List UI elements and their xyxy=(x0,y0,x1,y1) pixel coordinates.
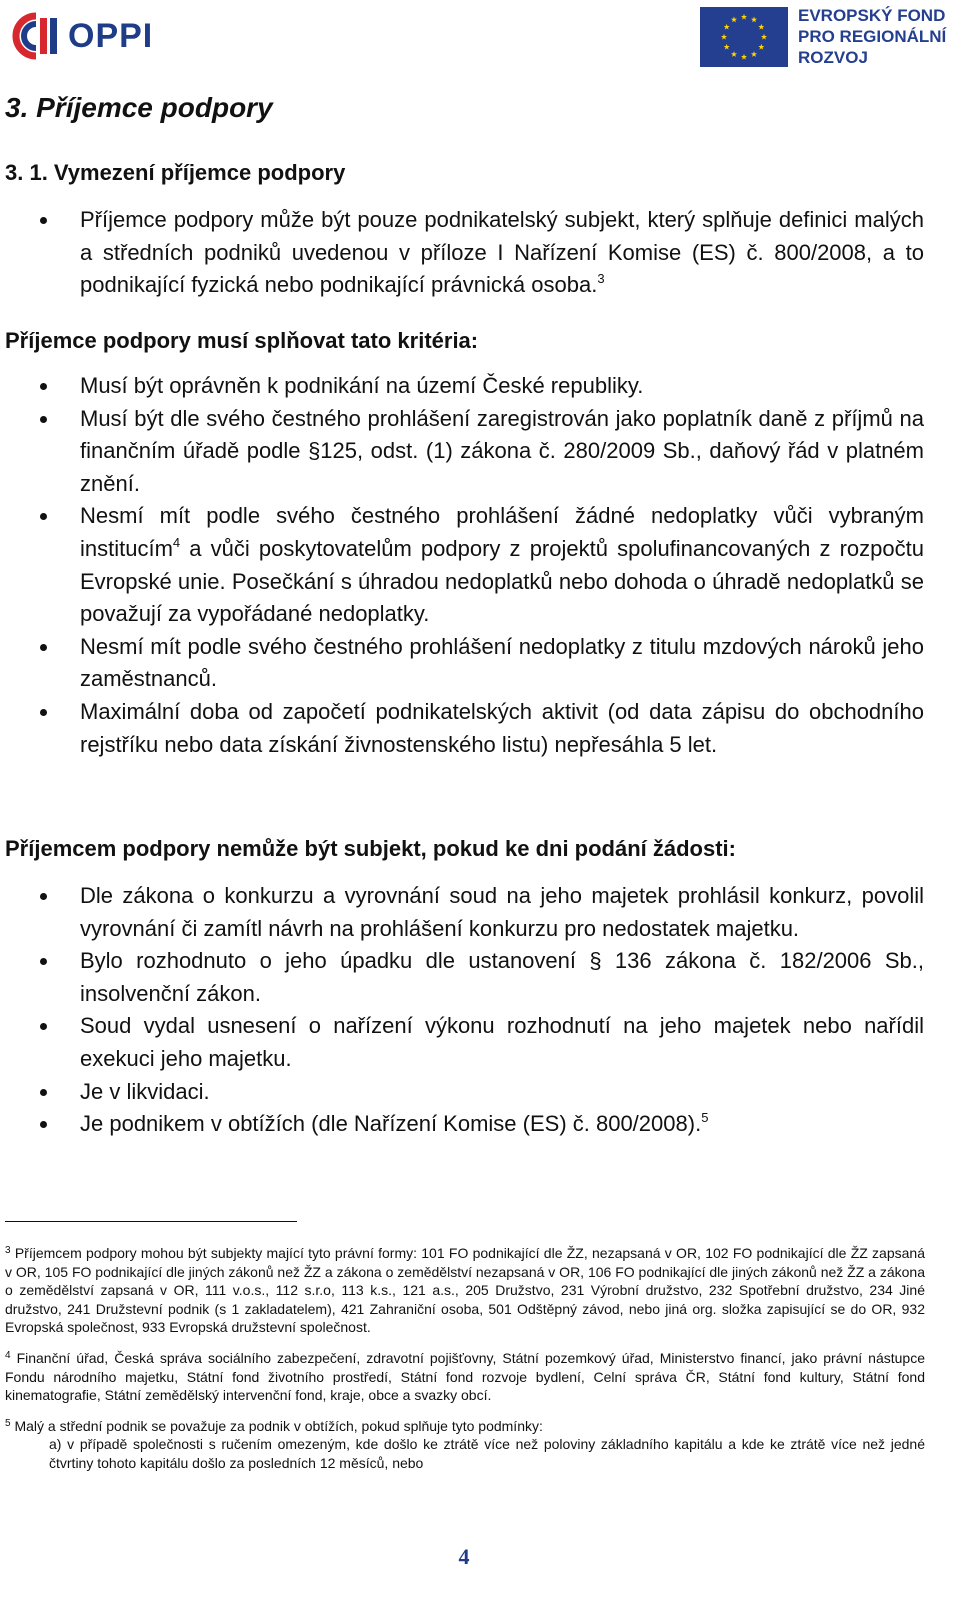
list-item-text: Nesmí mít podle svého čestného prohlášení žádné nedoplatky vůči vybraným institucím xyxy=(80,503,924,561)
footnote-mark: 4 xyxy=(5,1349,11,1361)
footnote-subitem: a) v případě společnosti s ručením omezeným, kde došlo ke ztrátě více než poloviny základního kapitálu a kde ke ztrátě více než jedné čtvrtiny tohoto kapitálu došlo za posledních 12 měsíců, nebo xyxy=(49,1436,925,1471)
footnote-mark: 5 xyxy=(5,1417,11,1429)
oppi-logo-text: OPPI xyxy=(68,16,154,55)
oppi-logo-icon xyxy=(10,10,62,62)
list-item-text: a vůči poskytovatelům podpory z projektů spolufinancovaných z rozpočtu Evropské unie. Posečkání s úhradou nedoplatků nebo dohoda o úhradě nedoplatků se považují za vypořádané nedoplatky. xyxy=(80,535,924,627)
bullet-icon xyxy=(40,1023,47,1030)
list-item-text: Příjemce podpory může být pouze podnikatelský subjekt, který splňuje definici malých a středních podniků uvedenou v příloze I Nařízení Komise (ES) č. 800/2008, a to podnikající fyzická nebo podnikající právnická osoba. xyxy=(80,207,924,298)
eu-fund-line: PRO REGIONÁLNÍ xyxy=(798,27,947,46)
bullet-icon xyxy=(40,709,47,716)
list-item xyxy=(0,1076,960,1109)
footnote-ref: 3 xyxy=(597,271,605,287)
list-item xyxy=(0,945,960,1010)
list-item-text: Soud vydal usnesení o nařízení výkonu rozhodnutí na jeho majetek nebo nařídil exekuci jeho majetku. xyxy=(80,1013,924,1071)
eu-fund-logo xyxy=(700,5,946,68)
subsection-heading: 3. 1. Vymezení příjemce podpory xyxy=(5,160,346,185)
list-item xyxy=(0,1108,960,1141)
oppi-logo xyxy=(10,10,153,62)
section-heading: 3. Příjemce podpory xyxy=(5,92,273,123)
criteria-heading: Příjemce podpory musí splňovat tato kritéria: xyxy=(5,328,479,353)
list-item-text: Bylo rozhodnuto o jeho úpadku dle ustanovení § 136 zákona č. 182/2006 Sb., insolvenční zákon. xyxy=(80,948,924,1006)
footnote-text: Malý a střední podnik se považuje za podnik v obtížích, pokud splňuje tyto podmínky: xyxy=(10,1417,543,1434)
page-header xyxy=(0,0,960,76)
footnote-text: Finanční úřad, Česká správa sociálního zabezpečení, zdravotní pojišťovny, Státní pozemkový úřad, Ministerstvo financí, jako právní nástupce Fondu národního majetku, Státní fond životního prostředí, Státní fond rozvoje bydlení, Celní správa ČR, Státní fond kultury, Státní fond kinematografie, Státní zemědělský intervenční fond, kraje, obce a svazky obcí. xyxy=(5,1349,925,1404)
footnote-separator xyxy=(5,1221,297,1222)
bullet-icon xyxy=(40,416,47,423)
eu-fund-text xyxy=(798,5,946,68)
list-item-text: Je v likvidaci. xyxy=(80,1078,210,1104)
list-item xyxy=(0,880,960,945)
list-item-text: Nesmí mít podle svého čestného prohlášení nedoplatky z titulu mzdových nároků jeho zaměstnanců. xyxy=(80,633,924,692)
page-number: 4 xyxy=(458,1544,470,1569)
footnotes xyxy=(5,1244,925,1473)
list-item-text: Dle zákona o konkurzu a vyrovnání soud na jeho majetek prohlásil konkurz, povolil vyrovnání či zamítl návrh na prohlášení konkurzu pro nedostatek majetku. xyxy=(80,883,924,941)
exclusion-list xyxy=(0,880,960,1141)
list-item xyxy=(0,500,960,630)
eu-flag-icon xyxy=(700,7,788,67)
list-item xyxy=(0,631,960,696)
bullet-icon xyxy=(40,513,47,520)
footnote xyxy=(5,1417,925,1436)
bullet-icon xyxy=(40,217,47,224)
bullet-icon xyxy=(40,893,47,900)
footnote xyxy=(5,1349,925,1405)
bullet-icon xyxy=(40,958,47,965)
bullet-icon xyxy=(40,383,47,390)
bullet-icon xyxy=(40,1121,47,1128)
exclusion-heading: Příjemcem podpory nemůže být subjekt, pokud ke dni podání žádosti: xyxy=(5,836,736,861)
footnote-ref: 5 xyxy=(701,1110,709,1126)
list-item-text: Je podnikem v obtížích (dle Nařízení Komise (ES) č. 800/2008). xyxy=(80,1111,702,1137)
list-item xyxy=(0,204,960,302)
eu-fund-line: EVROPSKÝ FOND xyxy=(798,6,946,25)
list-item xyxy=(0,696,960,761)
footnote xyxy=(5,1244,925,1337)
list-item xyxy=(0,1010,960,1075)
list-item-text: Musí být dle svého čestného prohlášení zaregistrován jako poplatník daně z příjmů na finančním úřadě podle §125, odst. (1) zákona č. 280/2009 Sb., daňový řád v platném znění. xyxy=(80,405,924,496)
criteria-list xyxy=(0,370,960,761)
eu-fund-line: ROZVOJ xyxy=(798,48,868,67)
footnote-text: Příjemcem podpory mohou být subjekty mající tyto právní formy: 101 FO podnikající dle ŽZ, nezapsaná v OR, 102 FO podnikající dle ŽZ zapsaná v OR, 105 FO podnikající dle jiných zákonů než ŽZ a zákona o zemědělství nezapsaná v OR, 106 FO podnikající dle jiných zákonů než ŽZ a zákona o zemědělství zapsaná v OR, 111 v.o.s., 112 s.r.o, 113 k.s., 121 a.s., 205 Družstvo, 231 Výrobní družstvo, 232 Spotřební družstvo, 234 Jiné družstvo, 241 Družstevní podnik (s 1 zakladatelem), 421 Zahraniční osoba, 501 Odštěpný závod, nebo jiná org. složka zapisující se do OR, 932 Evropská společnost, 933 Evropská družstevní společnost. xyxy=(5,1245,925,1336)
bullet-icon xyxy=(40,644,47,651)
bullet-icon xyxy=(40,1089,47,1096)
footnote-mark: 3 xyxy=(5,1245,11,1256)
list-item xyxy=(0,403,960,501)
footnote-ref: 4 xyxy=(172,534,181,550)
list-item xyxy=(0,370,960,403)
list-item-text: Maximální doba od započetí podnikatelských aktivit (od data zápisu do obchodního rejstříku nebo data získání živnostenského listu) nepřesáhla 5 let. xyxy=(80,698,924,757)
intro-list xyxy=(0,204,960,302)
list-item-text: Musí být oprávněn k podnikání na území České republiky. xyxy=(80,373,644,398)
